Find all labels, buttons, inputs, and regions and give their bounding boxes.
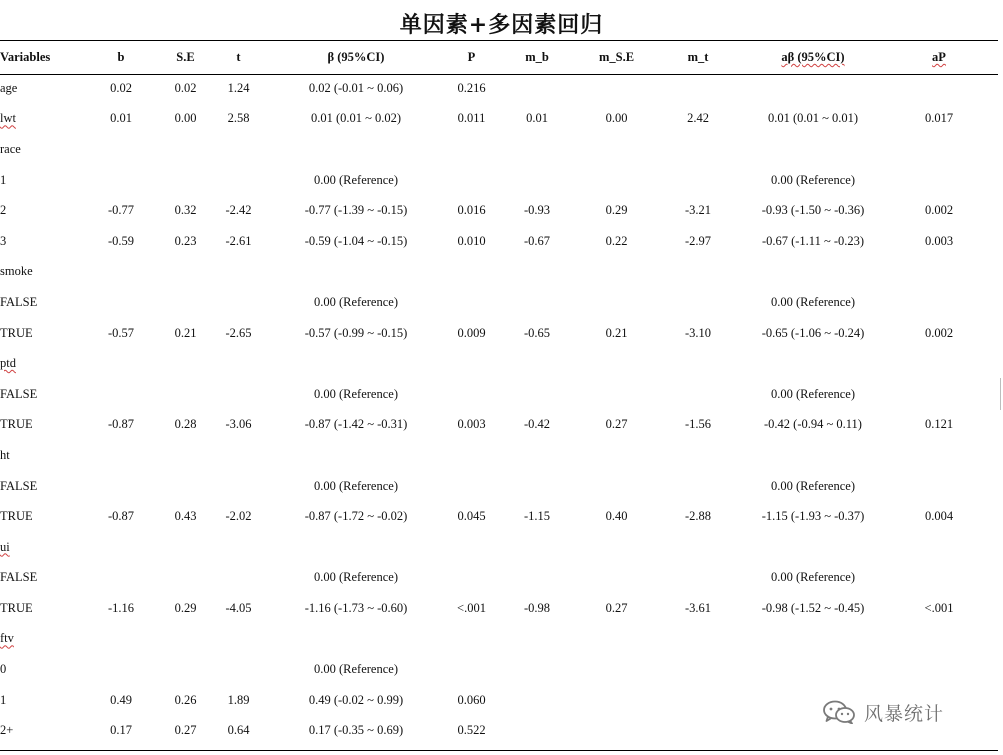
- cell-adjusted-p: [878, 624, 1000, 655]
- cell-t: -2.42: [225, 203, 252, 218]
- cell-adjusted-beta-ci: 0.00 (Reference): [771, 478, 855, 493]
- cell-adjusted-p: [878, 134, 1000, 165]
- cell-m-t: [648, 685, 748, 716]
- cell-se: 0.02: [174, 80, 197, 95]
- cell-t: -2.02: [225, 509, 252, 524]
- variable-row: [0, 532, 1000, 563]
- cell-p: 0.016: [457, 203, 486, 218]
- cell-se: [152, 257, 219, 288]
- cell-m-b: [489, 257, 585, 288]
- cell-b: 0.17: [110, 723, 132, 738]
- level-row: [0, 379, 1000, 410]
- cell-m-b: [489, 134, 585, 165]
- cell-m-t: [648, 348, 748, 379]
- cell-adjusted-p: 0.121: [924, 417, 954, 432]
- cell-p: [454, 348, 489, 379]
- watermark: [822, 697, 944, 727]
- header-se: S.E: [176, 50, 195, 64]
- cell-se: 0.21: [174, 325, 197, 340]
- cell-t: -2.65: [225, 325, 252, 340]
- cell-m-b: [489, 73, 585, 104]
- cell-adjusted-beta-ci: [748, 73, 878, 104]
- cell-m-se: [585, 257, 648, 288]
- variable-name: lwt: [0, 111, 16, 126]
- cell-adjusted-p: 0.003: [924, 233, 954, 248]
- level-row: [0, 165, 1000, 196]
- level-row: [0, 501, 1000, 532]
- cell-m-se: [585, 134, 648, 165]
- cell-b: [90, 134, 152, 165]
- header-p: P: [467, 50, 476, 64]
- level-name: FALSE: [0, 478, 38, 493]
- cell-t: [219, 287, 258, 318]
- cell-m-t: [648, 471, 748, 502]
- cell-adjusted-beta-ci: 0.01 (0.01 ~ 0.01): [767, 111, 859, 126]
- cell-adjusted-p: [878, 532, 1000, 563]
- level-name: FALSE: [0, 570, 38, 585]
- level-name: TRUE: [0, 509, 33, 524]
- cell-m-t: [648, 715, 748, 746]
- cell-se: [152, 134, 219, 165]
- cell-m-t: -1.56: [684, 417, 712, 432]
- cell-se: [152, 165, 219, 196]
- cell-beta-ci: [258, 134, 454, 165]
- cell-m-b: 0.01: [526, 111, 548, 126]
- level-name: FALSE: [0, 386, 38, 401]
- cell-adjusted-p: 0.004: [924, 509, 954, 524]
- cell-m-t: -2.97: [684, 233, 712, 248]
- cell-m-t: -2.88: [684, 509, 712, 524]
- cell-m-se: 0.21: [605, 325, 628, 340]
- cell-se: 0.28: [174, 417, 197, 432]
- cell-p: [454, 379, 489, 410]
- cell-b: -1.16: [107, 600, 135, 615]
- cell-m-se: [585, 715, 648, 746]
- cell-m-se: [585, 165, 648, 196]
- cell-m-se: 0.27: [605, 417, 628, 432]
- level-name: 2+: [0, 723, 14, 738]
- cell-t: [219, 348, 258, 379]
- cell-m-se: [585, 440, 648, 471]
- variable-row: [0, 440, 1000, 471]
- level-name: 1: [0, 172, 7, 187]
- cell-beta-ci: 0.17 (-0.35 ~ 0.69): [308, 723, 404, 738]
- cell-t: [219, 257, 258, 288]
- cell-beta-ci: 0.00 (Reference): [314, 294, 398, 309]
- header-m-t: m_t: [687, 50, 709, 64]
- cell-m-t: -3.21: [684, 203, 712, 218]
- level-name: 0: [0, 662, 7, 677]
- header-b: b: [117, 50, 125, 64]
- cell-b: [90, 379, 152, 410]
- cell-b: [90, 440, 152, 471]
- cell-t: [219, 165, 258, 196]
- cell-p: [454, 654, 489, 685]
- header-t: t: [236, 50, 241, 64]
- cell-p: [454, 287, 489, 318]
- cell-t: [219, 563, 258, 594]
- cell-beta-ci: 0.49 (-0.02 ~ 0.99): [308, 692, 404, 707]
- variable-name: ptd: [0, 356, 16, 371]
- cell-se: [152, 348, 219, 379]
- cell-beta-ci: -0.87 (-1.72 ~ -0.02): [304, 509, 408, 524]
- cell-m-t: [648, 532, 748, 563]
- variable-row: [0, 348, 1000, 379]
- cell-adjusted-p: 0.017: [924, 111, 954, 126]
- cell-m-b: [489, 287, 585, 318]
- cell-m-b: -0.98: [523, 600, 551, 615]
- variable-row: [0, 104, 1000, 135]
- cell-m-se: [585, 624, 648, 655]
- cell-p: 0.010: [457, 233, 486, 248]
- cell-adjusted-beta-ci: -0.67 (-1.11 ~ -0.23): [761, 233, 865, 248]
- regression-table: [0, 42, 1000, 746]
- cell-p: [454, 257, 489, 288]
- cell-se: 0.29: [174, 600, 197, 615]
- cell-beta-ci: 0.00 (Reference): [314, 386, 398, 401]
- cell-adjusted-p: [878, 257, 1000, 288]
- cell-adjusted-beta-ci: [748, 654, 878, 685]
- cell-adjusted-p: [878, 563, 1000, 594]
- cell-beta-ci: 0.00 (Reference): [314, 478, 398, 493]
- cell-p: 0.045: [457, 509, 486, 524]
- cell-m-t: [648, 257, 748, 288]
- cell-m-se: [585, 287, 648, 318]
- cell-adjusted-beta-ci: -0.65 (-1.06 ~ -0.24): [761, 325, 865, 340]
- cell-b: [90, 563, 152, 594]
- cell-beta-ci: 0.00 (Reference): [314, 662, 398, 677]
- cell-beta-ci: 0.00 (Reference): [314, 570, 398, 585]
- cell-p: 0.003: [457, 417, 486, 432]
- cell-se: 0.23: [174, 233, 197, 248]
- level-name: 3: [0, 233, 7, 248]
- cell-se: 0.26: [174, 692, 197, 707]
- cell-beta-ci: [258, 348, 454, 379]
- cell-t: -4.05: [225, 600, 252, 615]
- cell-m-se: 0.29: [605, 203, 628, 218]
- level-row: [0, 654, 1000, 685]
- cell-adjusted-beta-ci: -1.15 (-1.93 ~ -0.37): [761, 509, 865, 524]
- cell-p: [454, 563, 489, 594]
- cell-m-se: 0.27: [605, 600, 628, 615]
- cell-adjusted-beta-ci: [748, 134, 878, 165]
- cell-adjusted-beta-ci: 0.00 (Reference): [771, 570, 855, 585]
- cell-p: [454, 471, 489, 502]
- level-name: 2: [0, 203, 7, 218]
- header-m-b: m_b: [525, 50, 549, 64]
- level-row: [0, 226, 1000, 257]
- cell-beta-ci: [258, 257, 454, 288]
- cell-b: 0.49: [110, 692, 132, 707]
- cell-beta-ci: 0.02 (-0.01 ~ 0.06): [308, 80, 404, 95]
- cell-t: -2.61: [225, 233, 252, 248]
- cell-m-b: [489, 715, 585, 746]
- cell-m-t: [648, 165, 748, 196]
- cell-adjusted-p: [878, 348, 1000, 379]
- cell-m-se: [585, 563, 648, 594]
- document-title: 单因素+多因素回归: [399, 12, 604, 38]
- level-name: TRUE: [0, 325, 33, 340]
- cell-m-se: 0.00: [605, 111, 628, 126]
- cell-m-b: [489, 654, 585, 685]
- cell-adjusted-beta-ci: 0.00 (Reference): [771, 386, 855, 401]
- cell-p: [454, 532, 489, 563]
- cell-b: [90, 471, 152, 502]
- cell-m-t: -3.61: [684, 600, 712, 615]
- variable-row: [0, 134, 1000, 165]
- cell-m-se: 0.40: [605, 509, 628, 524]
- variable-name: race: [0, 141, 21, 156]
- cell-p: 0.216: [457, 80, 486, 95]
- cell-m-se: 0.22: [605, 233, 628, 248]
- cell-adjusted-beta-ci: [748, 257, 878, 288]
- cell-se: 0.00: [174, 111, 197, 126]
- cell-t: [219, 134, 258, 165]
- cell-beta-ci: 0.01 (0.01 ~ 0.02): [310, 111, 402, 126]
- cell-adjusted-p: [878, 440, 1000, 471]
- variable-row: [0, 73, 1000, 104]
- cell-adjusted-p: 0.002: [924, 325, 954, 340]
- cell-b: [90, 257, 152, 288]
- cell-m-se: [585, 685, 648, 716]
- level-row: [0, 195, 1000, 226]
- cell-adjusted-beta-ci: [748, 624, 878, 655]
- cell-p: 0.060: [457, 692, 486, 707]
- cell-t: 2.58: [227, 111, 250, 126]
- cell-m-t: [648, 440, 748, 471]
- cell-m-se: [585, 73, 648, 104]
- cell-m-b: [489, 624, 585, 655]
- page-edge-marker: [1000, 378, 1001, 410]
- cell-se: [152, 532, 219, 563]
- cell-p: 0.522: [457, 723, 486, 738]
- cell-m-t: [648, 287, 748, 318]
- cell-t: [219, 532, 258, 563]
- cell-adjusted-p: <.001: [924, 600, 954, 615]
- header-m-se: m_S.E: [598, 50, 635, 64]
- cell-b: -0.87: [107, 509, 135, 524]
- cell-m-t: [648, 654, 748, 685]
- cell-m-b: [489, 379, 585, 410]
- cell-p: [454, 440, 489, 471]
- level-row: [0, 471, 1000, 502]
- cell-t: [219, 624, 258, 655]
- cell-beta-ci: -0.59 (-1.04 ~ -0.15): [304, 233, 408, 248]
- table-body: [0, 73, 1000, 746]
- cell-b: [90, 287, 152, 318]
- variable-name: ui: [0, 539, 10, 554]
- cell-b: [90, 165, 152, 196]
- cell-t: [219, 440, 258, 471]
- cell-m-se: [585, 471, 648, 502]
- cell-b: 0.02: [110, 80, 132, 95]
- cell-m-b: [489, 532, 585, 563]
- level-row: [0, 563, 1000, 594]
- wechat-icon: [822, 700, 856, 724]
- cell-m-b: -0.67: [523, 233, 551, 248]
- table-top-rule: [0, 40, 998, 41]
- cell-m-t: [648, 134, 748, 165]
- cell-se: 0.27: [174, 723, 197, 738]
- cell-t: [219, 471, 258, 502]
- cell-p: <.001: [457, 600, 486, 615]
- cell-m-b: [489, 685, 585, 716]
- header-variables: Variables: [0, 50, 51, 64]
- level-row: [0, 318, 1000, 349]
- cell-adjusted-beta-ci: -0.42 (-0.94 ~ 0.11): [764, 417, 862, 432]
- cell-b: -0.77: [107, 203, 135, 218]
- cell-adjusted-beta-ci: 0.00 (Reference): [771, 172, 855, 187]
- cell-b: [90, 348, 152, 379]
- cell-p: 0.011: [457, 111, 486, 126]
- cell-b: -0.87: [107, 417, 135, 432]
- cell-t: 0.64: [227, 723, 250, 738]
- cell-m-b: [489, 165, 585, 196]
- cell-se: [152, 440, 219, 471]
- cell-adjusted-beta-ci: [748, 532, 878, 563]
- cell-adjusted-beta-ci: [748, 348, 878, 379]
- level-name: TRUE: [0, 600, 33, 615]
- cell-b: [90, 654, 152, 685]
- cell-m-b: [489, 440, 585, 471]
- header-beta-ci: β (95%CI): [327, 50, 385, 64]
- cell-adjusted-p: [878, 654, 1000, 685]
- cell-se: [152, 379, 219, 410]
- cell-adjusted-beta-ci: -0.98 (-1.52 ~ -0.45): [761, 600, 865, 615]
- cell-m-b: -0.42: [523, 417, 551, 432]
- cell-t: [219, 654, 258, 685]
- cell-b: -0.59: [107, 233, 135, 248]
- cell-adjusted-p: 0.002: [924, 203, 954, 218]
- cell-m-se: [585, 348, 648, 379]
- cell-se: [152, 624, 219, 655]
- cell-adjusted-p: [878, 73, 1000, 104]
- variable-row: [0, 624, 1000, 655]
- cell-m-b: -0.93: [523, 203, 551, 218]
- cell-p: [454, 165, 489, 196]
- cell-beta-ci: [258, 440, 454, 471]
- cell-b: -0.57: [107, 325, 135, 340]
- cell-adjusted-beta-ci: 0.00 (Reference): [771, 294, 855, 309]
- cell-m-se: [585, 654, 648, 685]
- watermark-text: 风暴统计: [864, 702, 945, 725]
- cell-m-b: -1.15: [523, 509, 551, 524]
- variable-name: ht: [0, 447, 10, 462]
- cell-p: [454, 624, 489, 655]
- cell-t: [219, 379, 258, 410]
- cell-b: [90, 532, 152, 563]
- cell-adjusted-p: [878, 165, 1000, 196]
- cell-m-t: [648, 379, 748, 410]
- cell-t: 1.89: [227, 692, 250, 707]
- cell-adjusted-p: [878, 287, 1000, 318]
- cell-m-t: [648, 624, 748, 655]
- level-name: 1: [0, 692, 7, 707]
- cell-beta-ci: [258, 624, 454, 655]
- cell-se: [152, 471, 219, 502]
- cell-beta-ci: -0.87 (-1.42 ~ -0.31): [304, 417, 408, 432]
- cell-se: 0.43: [174, 509, 197, 524]
- cell-beta-ci: 0.00 (Reference): [314, 172, 398, 187]
- cell-m-se: [585, 379, 648, 410]
- variable-row: [0, 257, 1000, 288]
- cell-se: 0.32: [174, 203, 197, 218]
- cell-adjusted-p: [878, 471, 1000, 502]
- header-adjusted-p: aP: [932, 50, 946, 64]
- cell-se: [152, 563, 219, 594]
- cell-m-b: -0.65: [523, 325, 551, 340]
- cell-adjusted-p: [878, 379, 1000, 410]
- cell-t: 1.24: [227, 80, 250, 95]
- cell-adjusted-beta-ci: [748, 440, 878, 471]
- variable-name: ftv: [0, 631, 14, 646]
- cell-p: 0.009: [457, 325, 486, 340]
- cell-adjusted-beta-ci: -0.93 (-1.50 ~ -0.36): [761, 203, 865, 218]
- level-row: [0, 593, 1000, 624]
- level-row: [0, 410, 1000, 441]
- cell-b: 0.01: [110, 111, 132, 126]
- cell-beta-ci: [258, 532, 454, 563]
- level-name: FALSE: [0, 294, 38, 309]
- cell-t: -3.06: [225, 417, 252, 432]
- cell-m-b: [489, 348, 585, 379]
- cell-m-t: -3.10: [684, 325, 712, 340]
- cell-beta-ci: -1.16 (-1.73 ~ -0.60): [304, 600, 408, 615]
- variable-name: smoke: [0, 264, 33, 279]
- table-bottom-rule: [0, 750, 998, 751]
- cell-beta-ci: -0.77 (-1.39 ~ -0.15): [304, 203, 408, 218]
- cell-se: [152, 654, 219, 685]
- cell-beta-ci: -0.57 (-0.99 ~ -0.15): [304, 325, 408, 340]
- level-name: TRUE: [0, 417, 33, 432]
- cell-p: [454, 134, 489, 165]
- cell-m-b: [489, 563, 585, 594]
- header-adjusted-beta-ci: aβ (95%CI): [781, 50, 845, 64]
- cell-m-b: [489, 471, 585, 502]
- variable-name: age: [0, 80, 18, 95]
- cell-m-se: [585, 532, 648, 563]
- cell-m-t: [648, 563, 748, 594]
- cell-b: [90, 624, 152, 655]
- cell-m-t: 2.42: [687, 111, 709, 126]
- table-header-row: [0, 42, 1000, 73]
- level-row: [0, 287, 1000, 318]
- cell-m-t: [648, 73, 748, 104]
- cell-se: [152, 287, 219, 318]
